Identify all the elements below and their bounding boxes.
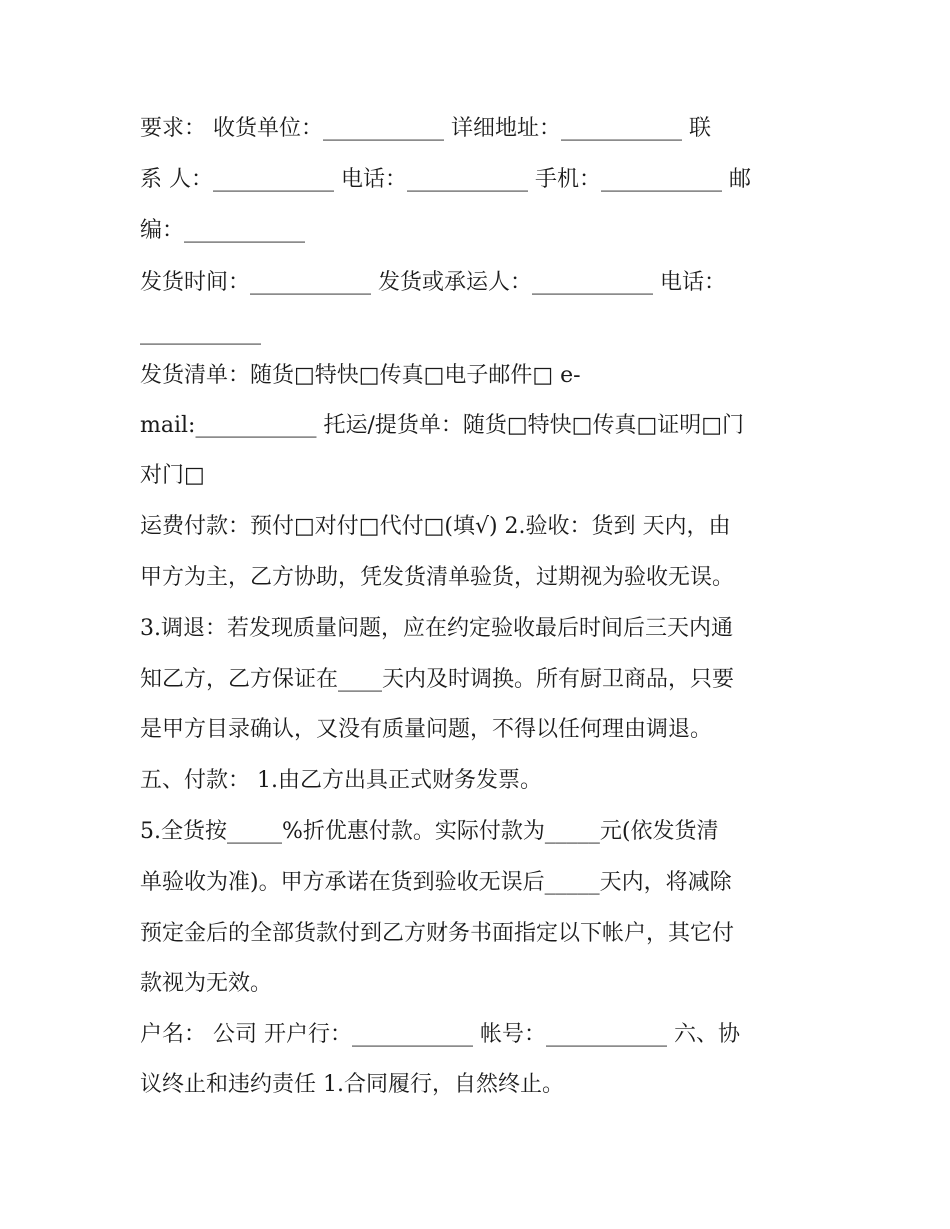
text-line: 知乙方，乙方保证在____天内及时调换。所有厨卫商品，只要 xyxy=(140,667,735,692)
text-line: 单验收为准)。甲方承诺在货到验收无误后_____天内，将减除 xyxy=(140,870,732,895)
text-line: 议终止和违约责任 1.合同履行，自然终止。 xyxy=(140,1072,564,1097)
text-line: 户名： 公司 开户行：___________ 帐号：___________ 六、协 xyxy=(140,1022,740,1047)
text-line: ___________ xyxy=(140,320,261,345)
text-line: 款视为无效。 xyxy=(140,971,273,996)
text-line: 系 人：___________ 电话：___________ 手机：___________ 邮 xyxy=(140,167,751,192)
text-line: 要求： 收货单位：___________ 详细地址：___________ 联 xyxy=(140,116,711,141)
text-line: 运费付款：预付□对付□代付□(填√) 2.验收：货到 天内，由 xyxy=(140,514,731,539)
text-line: 编：___________ xyxy=(140,218,306,243)
text-line: 5.全货按_____%折优惠付款。实际付款为_____元(依发货清 xyxy=(140,819,719,844)
text-line: 五、付款： 1.由乙方出具正式财务发票。 xyxy=(140,768,542,793)
text-line: 是甲方目录确认，又没有质量问题，不得以任何理由调退。 xyxy=(140,717,713,742)
text-line: 3.调退：若发现质量问题，应在约定验收最后时间后三天内通 xyxy=(140,616,733,641)
text-line: 甲方为主，乙方协助，凭发货清单验货，过期视为验收无误。 xyxy=(140,565,735,590)
text-line: 预定金后的全部货款付到乙方财务书面指定以下帐户，其它付 xyxy=(140,921,735,946)
text-line: 对门□ xyxy=(140,463,205,488)
text-line: 发货清单：随货□特快□传真□电子邮件□ e- xyxy=(140,363,581,388)
text-line: mail:___________ 托运/提货单：随货□特快□传真□证明□门 xyxy=(140,413,745,438)
text-line: 发货时间：___________ 发货或承运人：___________ 电话： xyxy=(140,270,726,295)
